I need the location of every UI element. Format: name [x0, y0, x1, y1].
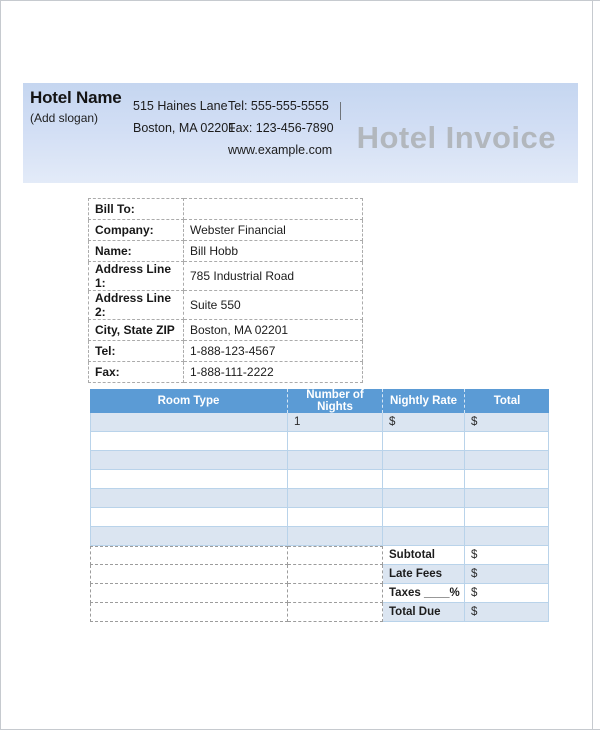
- charges-row: [90, 432, 549, 451]
- nights-cell: [288, 470, 383, 489]
- summary-row: [90, 584, 549, 603]
- total-cell: [465, 489, 549, 508]
- hotel-contact: [228, 95, 334, 161]
- nights-cell: [288, 432, 383, 451]
- charges-header-cell: Nightly Rate: [383, 389, 465, 413]
- bill-to-value: 1-888-111-2222: [184, 362, 363, 383]
- bill-to-label: Fax:: [89, 362, 184, 383]
- charges-header-row: [90, 389, 549, 413]
- rate-cell: [383, 527, 465, 546]
- rate-cell: [383, 489, 465, 508]
- charges-row: [90, 451, 549, 470]
- summary-ghost-cell: [288, 565, 383, 584]
- summary-ghost-cell: [288, 584, 383, 603]
- nights-cell: [288, 451, 383, 470]
- rate-cell: [383, 470, 465, 489]
- room-type-cell: [90, 413, 288, 432]
- total-cell: [465, 527, 549, 546]
- charges-header-cell: Room Type: [90, 389, 288, 413]
- rate-cell: [383, 508, 465, 527]
- room-type-cell: [90, 508, 288, 527]
- header-band: [23, 83, 578, 183]
- room-type-cell: [90, 470, 288, 489]
- address-line: Boston, MA 02201: [133, 121, 236, 135]
- contact-line: Tel: 555-555-5555: [228, 99, 329, 113]
- summary-ghost-cell: [90, 584, 288, 603]
- summary-row: [90, 565, 549, 584]
- summary-value-cell: $: [465, 546, 549, 565]
- charges-header-cell: Total: [465, 389, 549, 413]
- charges-row: [90, 508, 549, 527]
- nights-cell: [288, 527, 383, 546]
- rate-cell: $: [383, 413, 465, 432]
- summary-label-cell: Taxes ____%: [383, 584, 465, 603]
- bill-to-row: [89, 262, 363, 291]
- summary-value-cell: $: [465, 584, 549, 603]
- summary-label-cell: Subtotal: [383, 546, 465, 565]
- total-cell: [465, 451, 549, 470]
- hotel-slogan: (Add slogan): [30, 111, 99, 125]
- nights-cell: 1: [288, 413, 383, 432]
- summary-label-cell: Total Due: [383, 603, 465, 622]
- bill-to-row: [89, 341, 363, 362]
- summary-row: [90, 603, 549, 622]
- contact-line: Fax: 123-456-7890: [228, 121, 334, 135]
- hotel-address: [133, 95, 235, 139]
- nights-cell: [288, 508, 383, 527]
- bill-to-value: 785 Industrial Road: [184, 262, 363, 291]
- room-type-cell: [90, 527, 288, 546]
- summary-ghost-cell: [90, 546, 288, 565]
- bill-to-label: Address Line 1:: [89, 262, 184, 291]
- charges-body: [90, 413, 549, 622]
- address-line: 515 Haines Lane: [133, 99, 228, 113]
- bill-to-value: Boston, MA 02201: [184, 320, 363, 341]
- charges-table: [90, 389, 549, 622]
- summary-value-cell: $: [465, 603, 549, 622]
- total-cell: $: [465, 413, 549, 432]
- bill-to-row: [89, 320, 363, 341]
- nights-cell: [288, 489, 383, 508]
- summary-ghost-cell: [90, 565, 288, 584]
- contact-line: www.example.com: [228, 143, 333, 157]
- bill-to-label: Bill To:: [89, 199, 184, 220]
- summary-ghost-cell: [288, 603, 383, 622]
- bill-to-row: [89, 199, 363, 220]
- charges-header-cell: Number of Nights: [288, 389, 383, 413]
- bill-to-label: Company:: [89, 220, 184, 241]
- bill-to-table: [88, 198, 363, 383]
- bill-to-row: [89, 362, 363, 383]
- bill-to-value: [184, 199, 363, 220]
- bill-to-value: Webster Financial: [184, 220, 363, 241]
- page-right-border: [592, 1, 593, 730]
- summary-value-cell: $: [465, 565, 549, 584]
- bill-to-value: 1-888-123-4567: [184, 341, 363, 362]
- room-type-cell: [90, 432, 288, 451]
- bill-to-label: Tel:: [89, 341, 184, 362]
- room-type-cell: [90, 451, 288, 470]
- total-cell: [465, 508, 549, 527]
- rate-cell: [383, 451, 465, 470]
- bill-to-row: [89, 291, 363, 320]
- total-cell: [465, 432, 549, 451]
- summary-label-cell: Late Fees: [383, 565, 465, 584]
- bill-to-value: Bill Hobb: [184, 241, 363, 262]
- summary-ghost-cell: [90, 603, 288, 622]
- rate-cell: [383, 432, 465, 451]
- bill-to-row: [89, 220, 363, 241]
- charges-row: [90, 489, 549, 508]
- summary-row: [90, 546, 549, 565]
- charges-row: [90, 470, 549, 489]
- bill-to-label: City, State ZIP: [89, 320, 184, 341]
- room-type-cell: [90, 489, 288, 508]
- bill-to-row: [89, 241, 363, 262]
- bill-to-label: Name:: [89, 241, 184, 262]
- bill-to-label: Address Line 2:: [89, 291, 184, 320]
- bill-to-value: Suite 550: [184, 291, 363, 320]
- total-cell: [465, 470, 549, 489]
- document-title: Hotel Invoice: [356, 120, 556, 155]
- hotel-name: Hotel Name: [30, 88, 122, 107]
- bill-to-body: [89, 199, 363, 383]
- summary-ghost-cell: [288, 546, 383, 565]
- charges-row: [90, 413, 549, 432]
- charges-row: [90, 527, 549, 546]
- text-cursor: [340, 102, 341, 120]
